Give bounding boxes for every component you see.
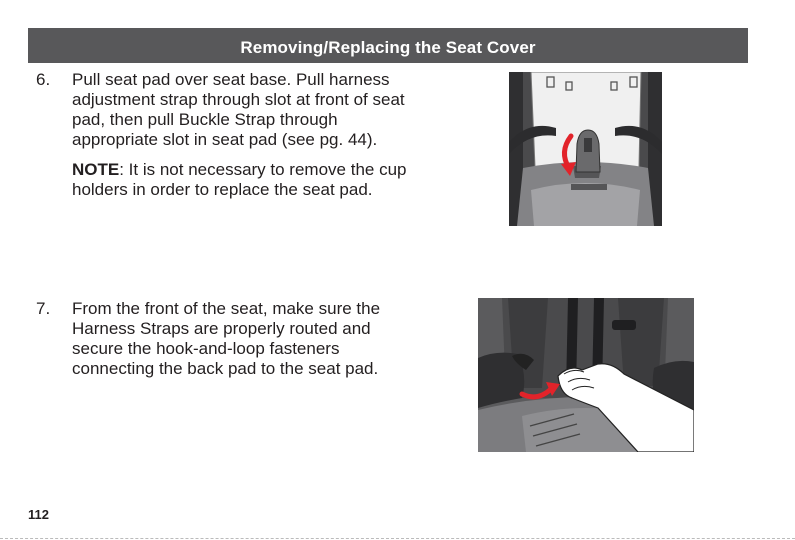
step-text: Pull seat pad over seat base. Pull harness adjustment strap through slot at front of seat pad, then pull Buckle Strap through appropriate slot in seat pad (see pg. 44). <box>72 70 405 149</box>
note-label: NOTE <box>72 160 120 179</box>
step-number: 7. <box>36 299 51 318</box>
step-number: 6. <box>36 70 51 89</box>
page-number: 112 <box>28 507 49 522</box>
step-note <box>72 160 412 200</box>
section-header-bar <box>28 28 748 63</box>
step-body <box>72 299 412 379</box>
step-text: From the front of the seat, make sure the Harness Straps are properly routed and secure the hook-and-loop fasteners connecting the back pad to the seat pad. <box>72 299 381 378</box>
section-title: Removing/Replacing the Seat Cover <box>240 38 536 57</box>
step-body <box>72 70 412 200</box>
note-text: : It is not necessary to remove the cup holders in order to replace the seat pad. <box>72 160 407 199</box>
fastener-illustration <box>478 298 694 452</box>
seat-pad-illustration <box>509 72 662 226</box>
footer-rule <box>0 538 795 539</box>
